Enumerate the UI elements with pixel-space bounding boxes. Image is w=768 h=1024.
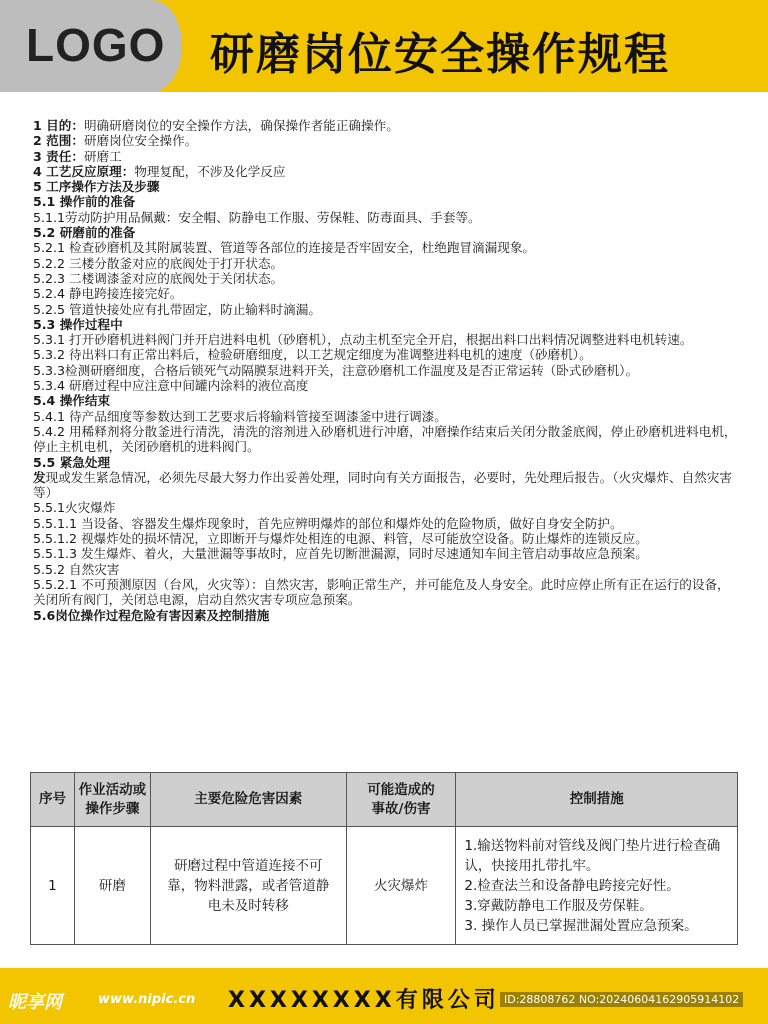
- section-5-heading: 5 工序操作方法及步骤: [33, 179, 160, 195]
- responsibility-line: 3 责任：研磨工: [33, 148, 122, 164]
- item-5-2-1: 5.2.1 检查砂磨机及其附属装置、管道等各部位的连接是否牢固安全，杜绝跑冒滴漏现象。: [33, 240, 536, 256]
- item-5-5-intro: 发现或发生紧急情况，必须先尽最大努力作出妥善处理，同时向有关方面报告，必要时，先处理后报告。（火灾爆炸、自然灾害等）: [33, 469, 732, 501]
- item-5-3-4: 5.3.4 研磨过程中应注意中间罐内涂料的液位高度: [33, 378, 309, 394]
- watermark-logo: 昵享网: [8, 992, 62, 1013]
- header-no: 序号: [31, 773, 75, 827]
- cell-hazard: 研磨过程中管道连接不可靠，物料泄露，或者管道静电未及时转移: [150, 827, 346, 945]
- header-banner: [0, 0, 768, 92]
- procedure-body: [33, 118, 741, 623]
- principle-line: 4 工艺反应原理：物理复配，不涉及化学反应: [33, 163, 286, 179]
- logo-text: LOGO: [26, 19, 166, 71]
- header-hazard: 主要危险危害因素: [150, 773, 346, 827]
- item-5-2-4: 5.2.4 静电跨接连接完好。: [33, 286, 183, 302]
- item-5-5-2-1: 5.5.2.1 不可预测原因（台风，火灾等）：自然灾害，影响正常生产，并可能危及人身安全。此时应停止所有正在运行的设备，关闭所有阀门，关闭总电源，启动自然灾害专项应急预案。: [33, 576, 730, 608]
- cell-step: 研磨: [74, 827, 150, 945]
- item-5-3-1: 5.3.1 打开砂磨机进料阀门并开启进料电机（砂磨机），点动主机至完全开启，根据出料口出料情况调整进料电机转速。: [33, 332, 693, 348]
- table-row: [31, 827, 738, 945]
- cell-control: [456, 827, 738, 945]
- item-5-5-1: 5.5.1火灾爆炸: [33, 500, 116, 516]
- section-5-2-heading: 5.2 研磨前的准备: [33, 225, 136, 241]
- section-5-3-heading: 5.3 操作过程中: [33, 316, 123, 332]
- cell-no: 1: [31, 827, 75, 945]
- watermark-id: ID:28808762 NO:20240604162905914102: [500, 992, 743, 1007]
- section-5-6-heading: 5.6岗位操作过程危险有害因素及控制措施: [33, 607, 270, 623]
- item-5-5-1-2: 5.5.1.2 视爆炸处的损坏情况，立即断开与爆炸处相连的电源、料管，尽可能放空设备。防止爆炸的连锁反应。: [33, 531, 648, 547]
- watermark-url: www.nipic.cn: [98, 992, 196, 1007]
- item-5-3-3: 5.3.3检测研磨细度，合格后锁死气动隔膜泵进料开关，注意砂磨机工作温度及是否正常运转（卧式砂磨机）。: [33, 362, 639, 378]
- header-accident: 可能造成的 事故/伤害: [346, 773, 456, 827]
- item-5-2-3: 5.2.3 二楼调漆釜对应的底阀处于关闭状态。: [33, 270, 284, 286]
- control-item: 1.输送物料前对管线及阀门垫片进行检查确认，快接用扎带扎牢。: [464, 837, 721, 874]
- item-5-5-2: 5.5.2 自然灾害: [33, 561, 120, 577]
- header-control: 控制措施: [456, 773, 738, 827]
- item-5-5-1-1: 5.5.1.1 当设备、容器发生爆炸现象时，首先应辨明爆炸的部位和爆炸处的危险物质，做好自身安全防护。: [33, 515, 623, 531]
- section-5-1-heading: 5.1 操作前的准备: [33, 194, 136, 210]
- header-step: 作业活动或 操作步骤: [74, 773, 150, 827]
- control-item: 2.检查法兰和设备静电跨接完好性。: [464, 877, 680, 894]
- cell-accident: 火灾爆炸: [346, 827, 456, 945]
- company-name: XXXXXXXX有限公司: [228, 988, 500, 1013]
- item-5-5-1-3: 5.5.1.3 发生爆炸、着火，大量泄漏等事故时，应首先切断泄漏源，同时尽速通知车间主管启动事故应急预案。: [33, 546, 648, 562]
- item-5-1-1: 5.1.1劳动防护用品佩戴：安全帽、防静电工作服、劳保鞋、防毒面具、手套等。: [33, 209, 481, 225]
- table-header-row: [31, 773, 738, 827]
- item-5-3-2: 5.3.2 待出料口有正常出料后，检验研磨细度，以工艺规定细度为准调整进料电机的速度（砂磨机）。: [33, 347, 592, 363]
- item-5-4-1: 5.4.1 待产品细度等参数达到工艺要求后将输料管接至调漆釜中进行调漆。: [33, 408, 447, 424]
- page-title: 研磨岗位安全操作规程: [210, 29, 670, 80]
- purpose-line: 1 目的：明确研磨岗位的安全操作方法，确保操作者能正确操作。: [33, 118, 399, 133]
- scope-line: 2 范围：研磨岗位安全操作。: [33, 133, 198, 149]
- control-item: 3.穿戴防静电工作服及劳保鞋。: [464, 897, 653, 914]
- item-5-2-2: 5.2.2 三楼分散釜对应的底阀处于打开状态。: [33, 255, 284, 271]
- section-5-4-heading: 5.4 操作结束: [33, 393, 111, 409]
- section-5-5-heading: 5.5 紧急处理: [33, 454, 111, 470]
- item-5-2-5: 5.2.5 管道快接处应有扎带固定，防止输料时滴漏。: [33, 301, 321, 317]
- hazard-control-table: [30, 772, 738, 945]
- control-item: 3. 操作人员已掌握泄漏处置应急预案。: [464, 917, 698, 934]
- item-5-4-2: 5.4.2 用稀释剂将分散釜进行清洗，清洗的溶剂进入砂磨机进行冲磨，冲磨操作结束后关闭分散釜底阀，停止砂磨机进料电机，停止主机电机，关闭砂磨机的进料阀门。: [33, 423, 737, 455]
